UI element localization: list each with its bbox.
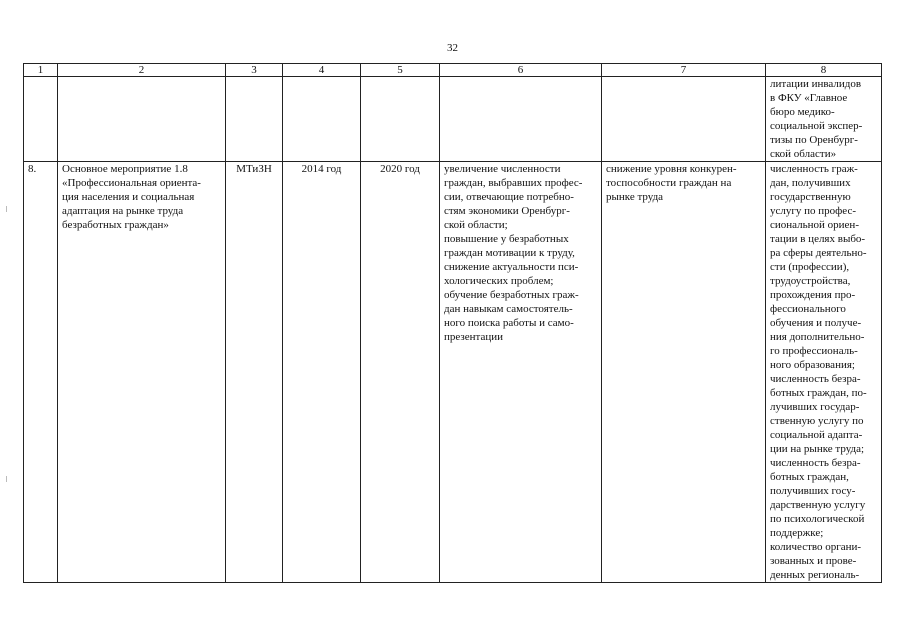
empty-cell bbox=[440, 77, 602, 162]
text-line: поддержке; bbox=[770, 527, 824, 539]
header-row bbox=[24, 64, 882, 77]
text-line: хологических проблем; bbox=[444, 275, 554, 287]
header-col-8: 8 bbox=[766, 64, 882, 77]
empty-cell bbox=[226, 77, 283, 162]
text-line: ботных граждан, по- bbox=[770, 387, 867, 399]
text-line: количество органи- bbox=[770, 541, 862, 553]
text-line: трудоустройства, bbox=[770, 275, 851, 287]
text-line: бюро медико- bbox=[770, 106, 835, 118]
header-col-3: 3 bbox=[226, 64, 283, 77]
text-line: сиональной ориен- bbox=[770, 219, 859, 231]
header-col-5: 5 bbox=[361, 64, 440, 77]
measures-table bbox=[23, 63, 882, 583]
text-line: социальной адапта- bbox=[770, 429, 863, 441]
text-line: обучение безработных граж- bbox=[444, 289, 579, 301]
header-col-4: 4 bbox=[283, 64, 361, 77]
empty-cell bbox=[58, 77, 226, 162]
text-line: дан навыкам самостоятель- bbox=[444, 303, 573, 315]
text-line: ции на рынке труда; bbox=[770, 443, 865, 455]
empty-cell bbox=[283, 77, 361, 162]
text-line: государственную bbox=[770, 191, 851, 203]
page-number: 32 bbox=[447, 42, 458, 54]
header-col-7: 7 bbox=[602, 64, 766, 77]
text-line: тации в целях выбо- bbox=[770, 233, 866, 245]
empty-cell bbox=[361, 77, 440, 162]
text-line: увеличение численности bbox=[444, 163, 561, 175]
text-line: снижение актуальности пси- bbox=[444, 261, 579, 273]
indicator-cell bbox=[766, 77, 882, 162]
text-line: «Профессиональная ориента- bbox=[62, 177, 201, 189]
text-line: численность безра- bbox=[770, 457, 861, 469]
measure-name-cell bbox=[58, 162, 226, 583]
empty-cell bbox=[602, 77, 766, 162]
text-line: граждан мотивации к труду, bbox=[444, 247, 575, 259]
text-line: ния дополнительно- bbox=[770, 331, 865, 343]
text-line: граждан, выбравших профес- bbox=[444, 177, 583, 189]
start-year-cell: 2014 год bbox=[283, 162, 361, 583]
text-line: ра сферы деятельно- bbox=[770, 247, 867, 259]
text-line: зованных и прове- bbox=[770, 555, 857, 567]
scan-edge-mark bbox=[6, 476, 7, 482]
text-line: дарственную услугу bbox=[770, 499, 866, 511]
text-line: ботных граждан, bbox=[770, 471, 849, 483]
text-line: ской области; bbox=[444, 219, 508, 231]
row-number: 8. bbox=[24, 162, 58, 583]
text-line: обучения и получе- bbox=[770, 317, 862, 329]
end-year-cell: 2020 год bbox=[361, 162, 440, 583]
continuation-row bbox=[24, 77, 882, 162]
text-line: презентации bbox=[444, 331, 504, 343]
text-line: получивших госу- bbox=[770, 485, 856, 497]
text-line: рынке труда bbox=[606, 191, 664, 203]
text-line: повышение у безработных bbox=[444, 233, 569, 245]
consequence-cell bbox=[602, 162, 766, 583]
text-line: тизы по Оренбург- bbox=[770, 134, 858, 146]
table-row bbox=[24, 162, 882, 583]
text-line: фессионального bbox=[770, 303, 846, 315]
text-line: численность граж- bbox=[770, 163, 858, 175]
text-line: в ФКУ «Главное bbox=[770, 92, 848, 104]
text-line: снижение уровня конкурен- bbox=[606, 163, 737, 175]
expected-result-cell bbox=[440, 162, 602, 583]
text-line: ственную услугу по bbox=[770, 415, 864, 427]
text-line: тоспособности граждан на bbox=[606, 177, 732, 189]
text-line: ного образования; bbox=[770, 359, 855, 371]
indicator-cell bbox=[766, 162, 882, 583]
text-line: адаптация на рынке труда bbox=[62, 205, 184, 217]
empty-cell bbox=[24, 77, 58, 162]
header-col-6: 6 bbox=[440, 64, 602, 77]
text-line: по психологической bbox=[770, 513, 865, 525]
text-line: численность безра- bbox=[770, 373, 861, 385]
text-line: денных региональ- bbox=[770, 569, 860, 581]
header-col-2: 2 bbox=[58, 64, 226, 77]
scan-edge-mark bbox=[6, 206, 7, 212]
text-line: социальной экспер- bbox=[770, 120, 863, 132]
text-line: лучивших государ- bbox=[770, 401, 860, 413]
text-line: сии, отвечающие потребно- bbox=[444, 191, 574, 203]
text-line: стям экономики Оренбург- bbox=[444, 205, 570, 217]
text-line: безработных граждан» bbox=[62, 219, 169, 231]
header-col-1: 1 bbox=[24, 64, 58, 77]
text-line: ного поиска работы и само- bbox=[444, 317, 574, 329]
text-line: дан, получивших bbox=[770, 177, 851, 189]
text-line: услугу по профес- bbox=[770, 205, 856, 217]
text-line: сти (профессии), bbox=[770, 261, 850, 273]
text-line: литации инвалидов bbox=[770, 78, 862, 90]
executor-cell: МТиЗН bbox=[226, 162, 283, 583]
text-line: ской области» bbox=[770, 148, 837, 160]
text-line: ция населения и социальная bbox=[62, 191, 195, 203]
text-line: прохождения про- bbox=[770, 289, 856, 301]
text-line: Основное мероприятие 1.8 bbox=[62, 163, 188, 175]
text-line: го профессиональ- bbox=[770, 345, 858, 357]
